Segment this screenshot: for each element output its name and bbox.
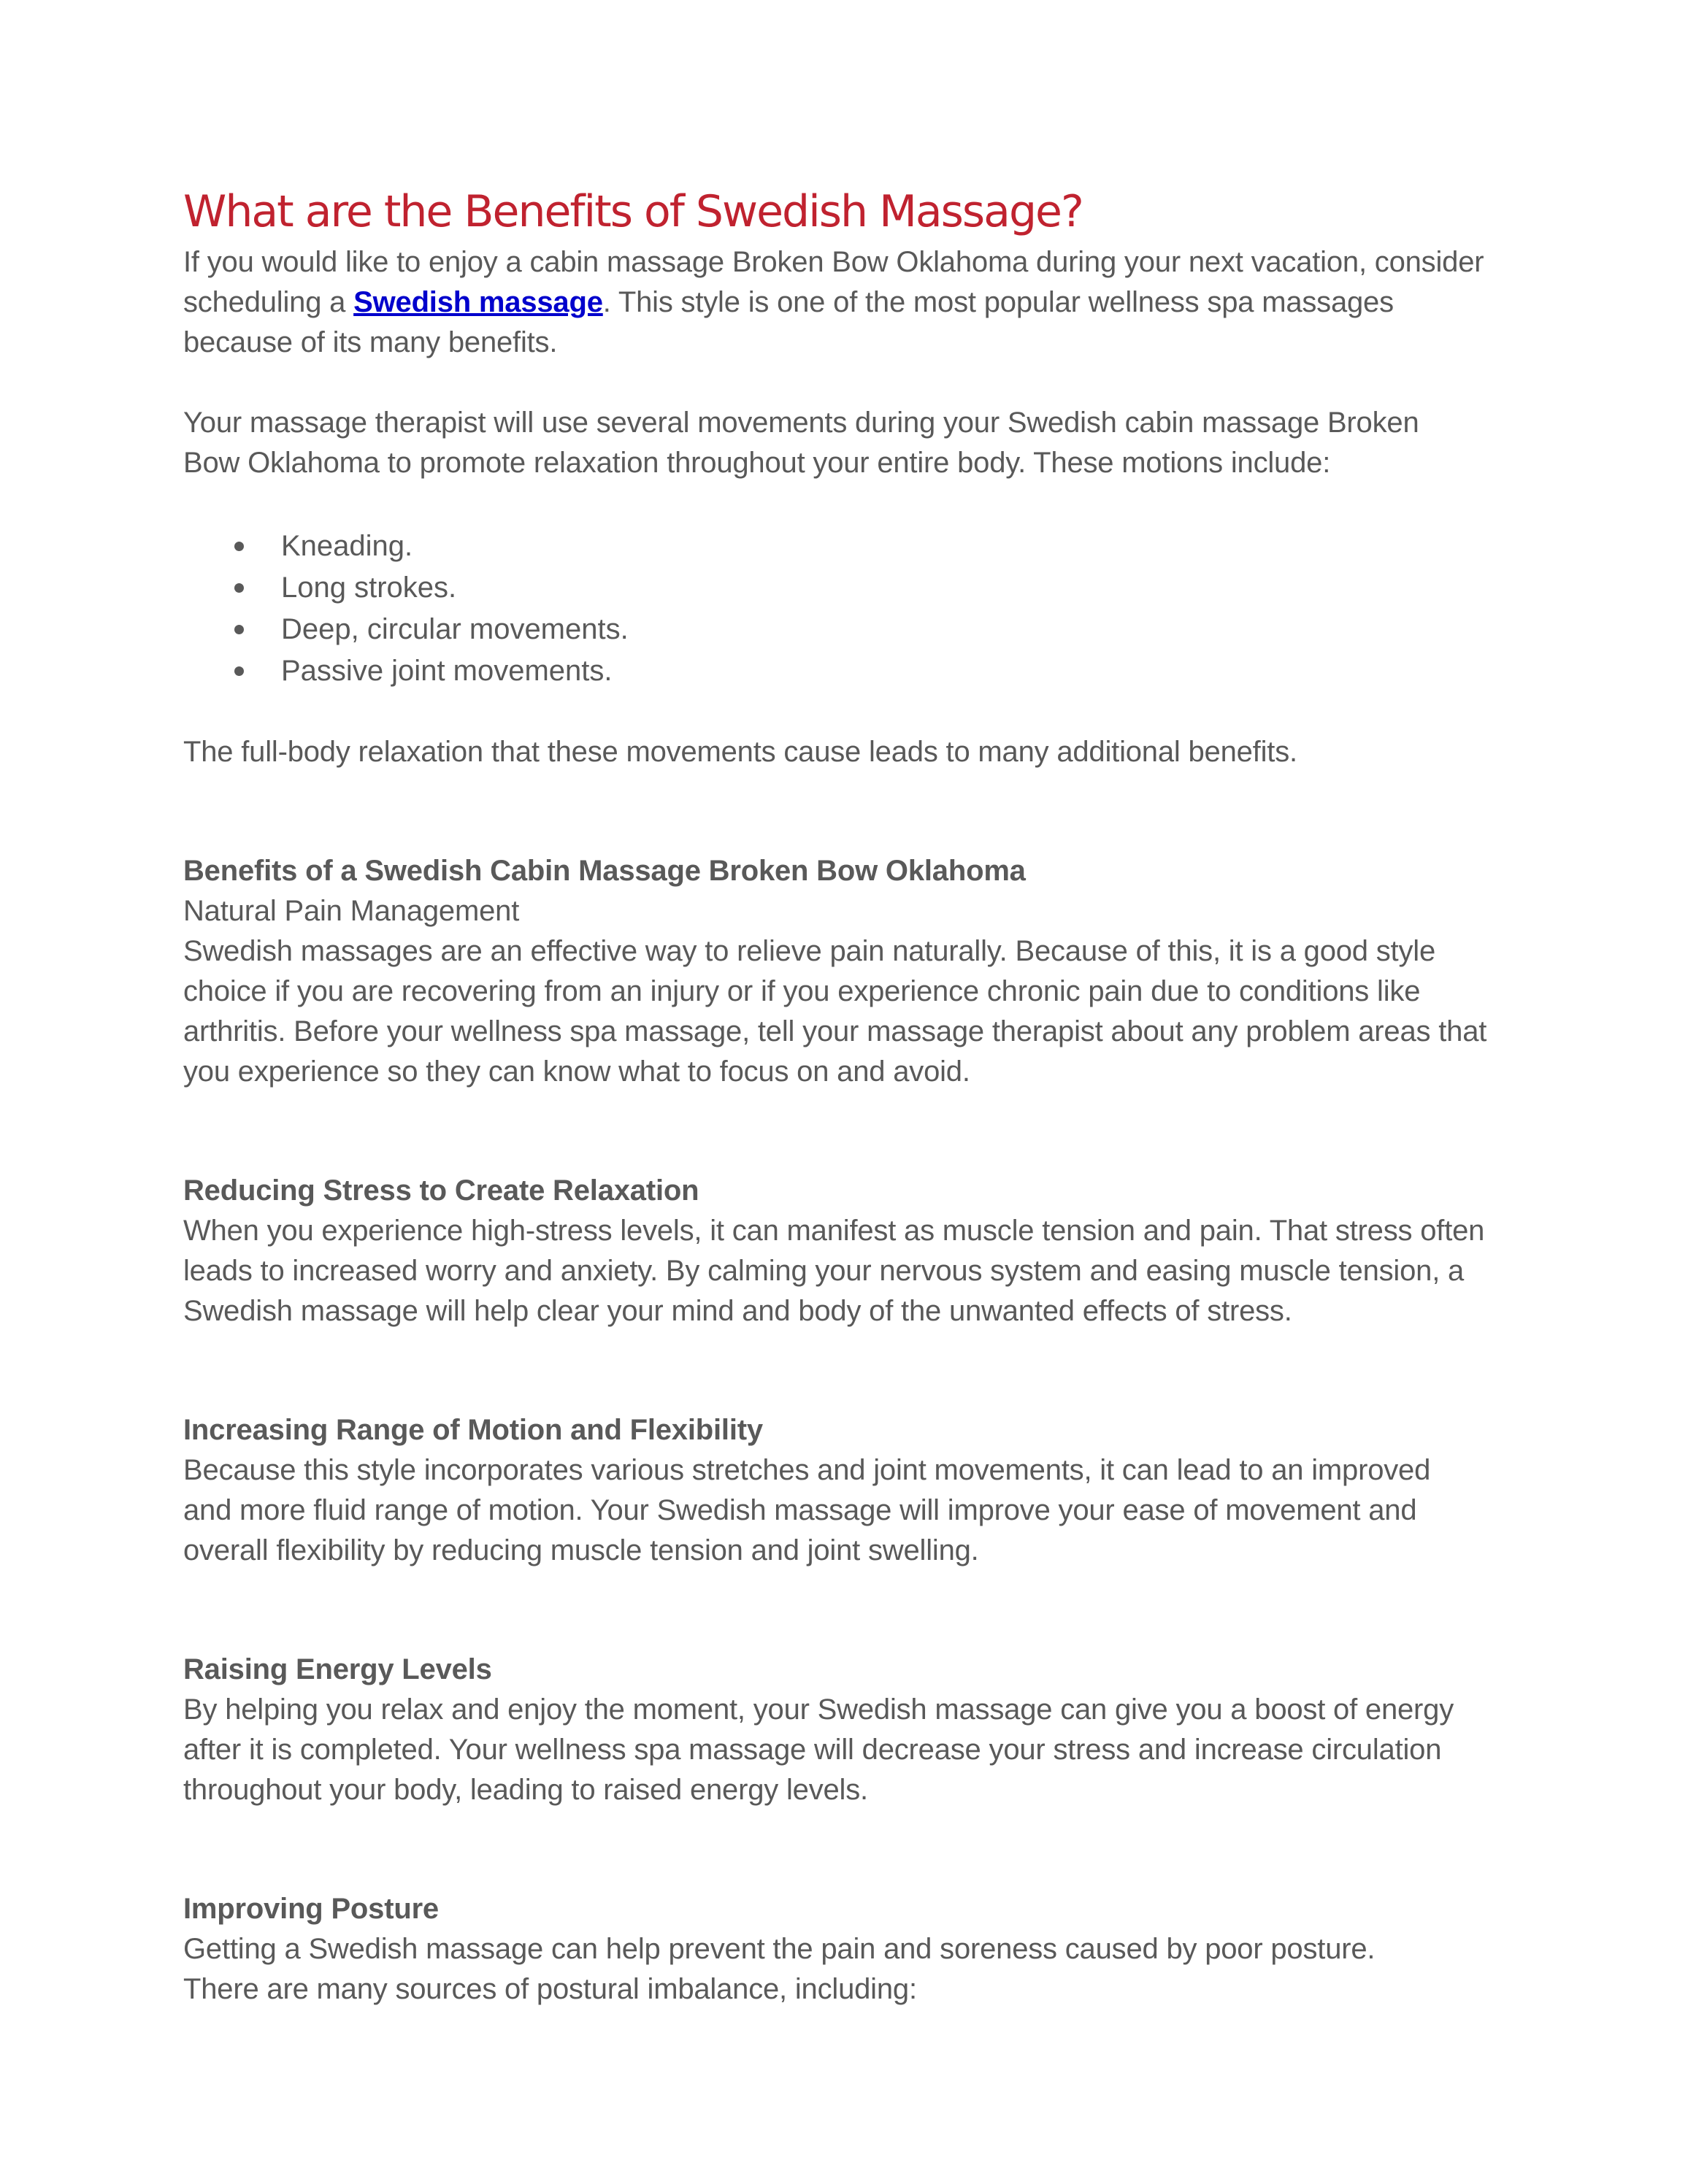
section-body: When you experience high-stress levels, it can manifest as muscle tension and pain. That stress often leads to increased worry and anxiety. By calming your nervous system and easing muscle tension, a Swedish massage will help clear your mind and body of the unwanted effects of stress. [183,1215,1485,1327]
list-item: Passive joint movements. [183,650,1505,692]
bullet-icon [234,542,244,551]
swedish-massage-link[interactable]: Swedish massage [353,286,603,318]
section-body: Getting a Swedish massage can help prevent the pain and soreness caused by poor posture. There are many sources of postural imbalance, including: [183,1933,1376,2005]
list-item: Deep, circular movements. [183,609,1505,650]
bullet-icon [234,666,244,676]
list-item: Kneading. [183,526,1505,567]
intro-paragraph [183,242,1505,363]
bullet-icon [234,583,244,593]
section-heading: Reducing Stress to Create Relaxation [183,1174,699,1207]
full-body-paragraph: The full-body relaxation that these movements cause leads to many additional benefits. [183,736,1297,768]
section-heading: Improving Posture [183,1893,439,1925]
page-title: What are the Benefits of Swedish Massage? [183,186,1083,237]
section-heading: Raising Energy Levels [183,1653,492,1685]
intro-text-before: If you would like to enjoy a cabin massage Broken Bow Oklahoma during your next vacation, consider scheduling a [183,246,1484,318]
benefits-heading: Benefits of a Swedish Cabin Massage Broken Bow Oklahoma [183,855,1026,887]
section-body: Swedish massages are an effective way to relieve pain naturally. Because of this, it is a good style choice if you are recovering from an injury or if you experience chronic pain due to conditions like arthritis. Before your wellness spa massage, tell your massage therapist about any problem areas that you experience so they can know what to focus on and avoid. [183,935,1487,1088]
movements-list [183,526,1505,692]
document-page [183,181,1505,2010]
bullet-icon [234,625,244,634]
list-item: Long strokes. [183,567,1505,609]
section-subheading: Natural Pain Management [183,895,520,927]
section-body: Because this style incorporates various stretches and joint movements, it can lead to an improved and more fluid range of motion. Your Swedish massage will improve your ease of movement and overall flexibility by reducing muscle tension and joint swelling. [183,1454,1431,1566]
movements-paragraph: Your massage therapist will use several movements during your Swedish cabin massage Broken Bow Oklahoma to promote relaxation throughout your entire body. These motions include: [183,407,1419,479]
section-body: By helping you relax and enjoy the moment, your Swedish massage can give you a boost of energy after it is completed. Your wellness spa massage will decrease your stress and increase circulation throughout your body, leading to raised energy levels. [183,1693,1454,1806]
section-heading: Increasing Range of Motion and Flexibility [183,1414,763,1446]
intro-text-after: . This style is one of the most popular wellness spa massages because of its many benefits. [183,286,1394,358]
